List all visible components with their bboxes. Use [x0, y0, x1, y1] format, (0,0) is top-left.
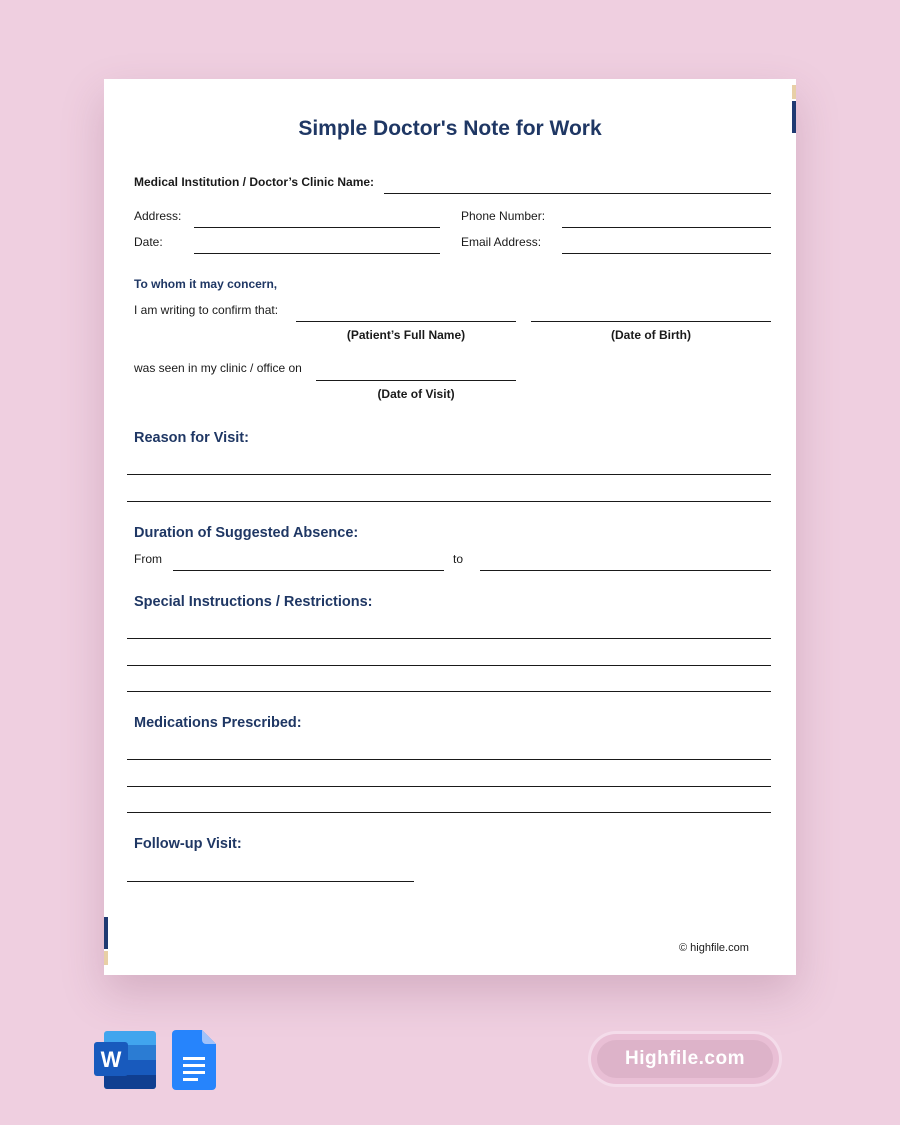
patient-name-caption: (Patient’s Full Name) — [346, 328, 466, 342]
medications-heading: Medications Prescribed: — [134, 715, 302, 731]
special-instructions-line[interactable] — [127, 691, 771, 692]
reason-line[interactable] — [127, 474, 771, 475]
reason-heading: Reason for Visit: — [134, 430, 249, 446]
phone-field[interactable] — [562, 227, 771, 228]
edge-decoration — [792, 85, 796, 99]
date-of-birth-field[interactable] — [531, 321, 771, 322]
edge-decoration — [104, 951, 108, 965]
seen-text: was seen in my clinic / office on — [134, 361, 302, 375]
reason-line[interactable] — [127, 501, 771, 502]
special-instructions-line[interactable] — [127, 638, 771, 639]
date-label: Date: — [134, 235, 163, 249]
from-label: From — [134, 552, 162, 566]
followup-field[interactable] — [127, 881, 414, 882]
to-label: to — [453, 552, 464, 566]
special-instructions-line[interactable] — [127, 665, 771, 666]
microsoft-word-icon[interactable] — [94, 1031, 156, 1089]
google-docs-icon[interactable] — [172, 1030, 216, 1090]
phone-label: Phone Number: — [461, 209, 546, 223]
visit-caption: (Date of Visit) — [377, 387, 455, 401]
document-title: Simple Doctor's Note for Work — [298, 117, 602, 140]
document-page — [104, 79, 796, 975]
patient-name-field[interactable] — [296, 321, 516, 322]
date-field[interactable] — [194, 253, 440, 254]
from-date-field[interactable] — [173, 570, 444, 571]
to-date-field[interactable] — [480, 570, 771, 571]
followup-heading: Follow-up Visit: — [134, 836, 242, 852]
medications-line[interactable] — [127, 812, 771, 813]
brand-badge[interactable] — [591, 1034, 779, 1084]
brand-text: Highfile.com — [597, 1040, 773, 1078]
institution-label: Medical Institution / Doctor’s Clinic Name: — [134, 175, 375, 189]
copyright-text: © highfile.com — [679, 942, 749, 954]
confirm-text: I am writing to confirm that: — [134, 303, 279, 317]
date-of-visit-field[interactable] — [316, 380, 516, 381]
special-instructions-heading: Special Instructions / Restrictions: — [134, 594, 373, 610]
email-label: Email Address: — [461, 235, 542, 249]
dob-caption: (Date of Birth) — [611, 328, 691, 342]
email-field[interactable] — [562, 253, 771, 254]
medications-line[interactable] — [127, 759, 771, 760]
word-letter: W — [100, 1047, 122, 1072]
address-label: Address: — [134, 209, 182, 223]
medications-line[interactable] — [127, 786, 771, 787]
salutation: To whom it may concern, — [134, 277, 278, 291]
duration-heading: Duration of Suggested Absence: — [134, 525, 359, 541]
address-field[interactable] — [194, 227, 440, 228]
institution-field[interactable] — [384, 193, 771, 194]
edge-decoration — [104, 917, 108, 949]
